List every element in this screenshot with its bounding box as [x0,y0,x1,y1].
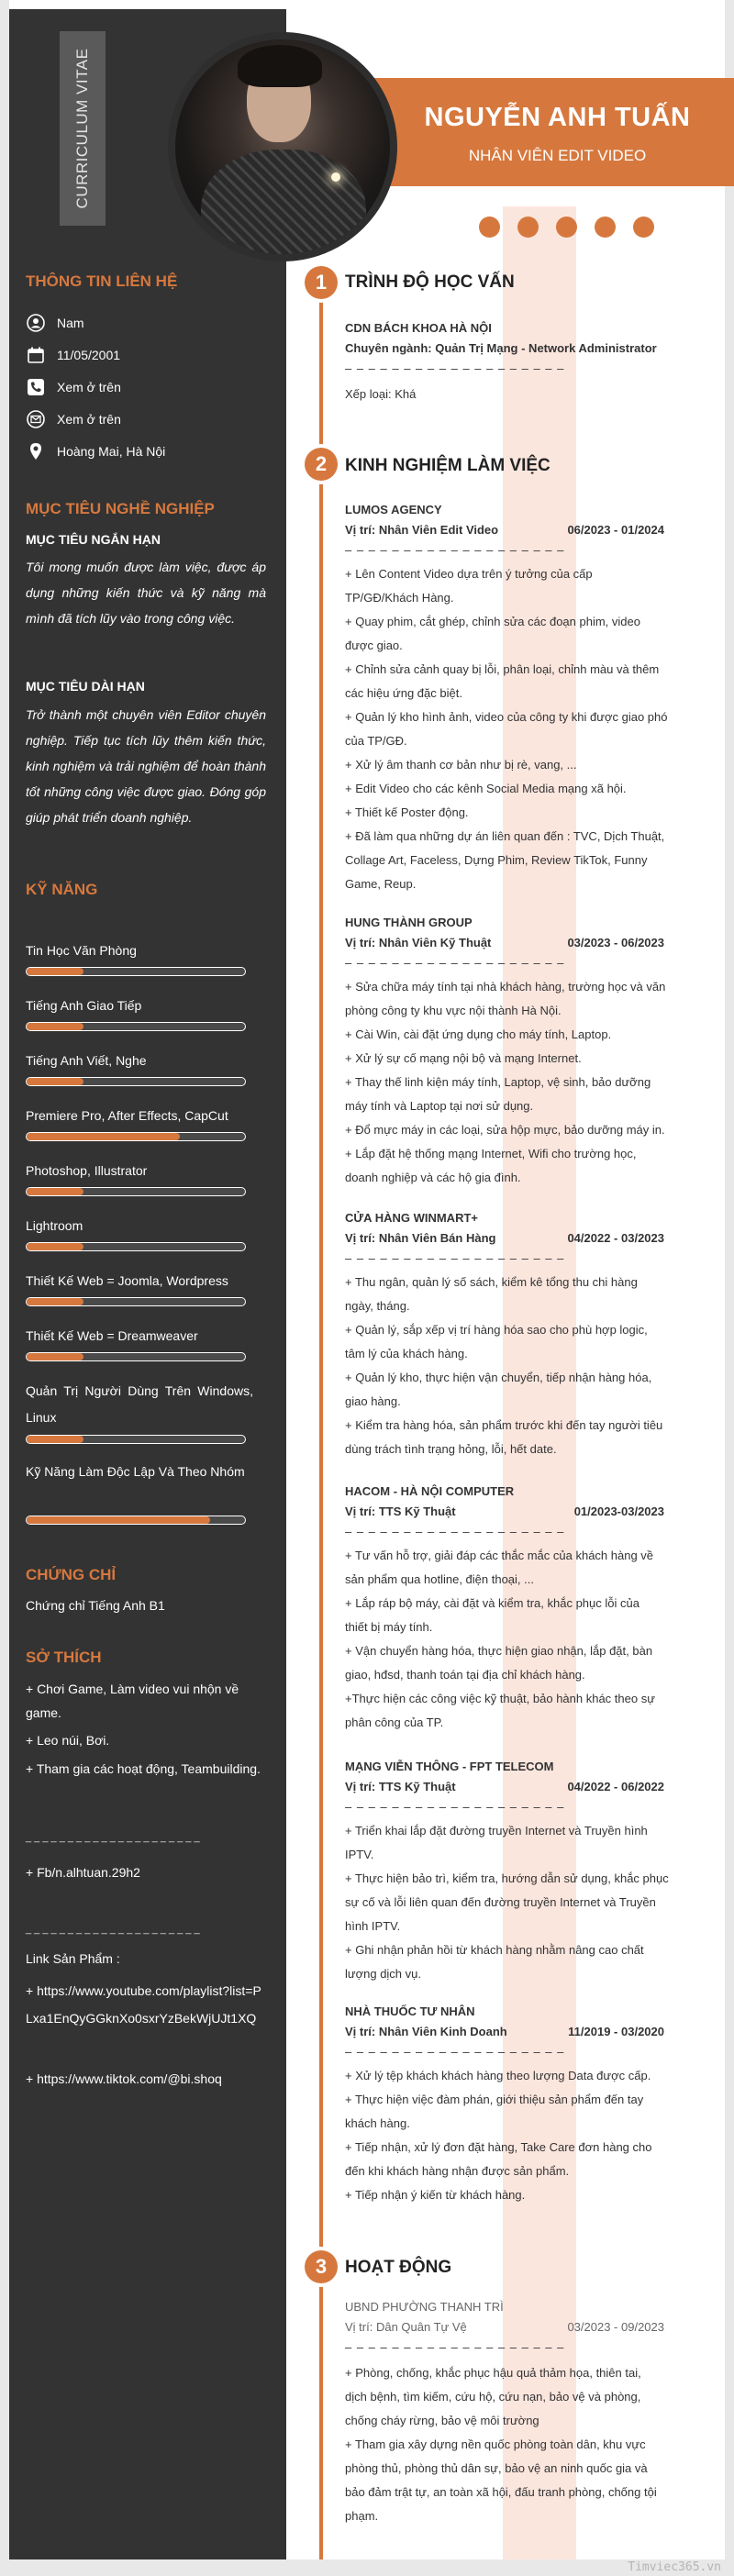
page-frame-left [0,0,9,2576]
certificate-text: Chứng chỉ Tiếng Anh B1 [26,1598,165,1613]
dot [556,217,577,238]
avatar-shirt [201,150,366,261]
job-position: Vị trí: Nhân Viên Edit Video [345,523,499,537]
job-duty-line: giao, hđsd, thanh toán tại địa chỉ khách hàng. [345,1668,585,1682]
job-duty-line: + Kiểm tra hàng hóa, sản phẩm trước khi đến tay người tiêu [345,1418,663,1432]
education-section-title: TRÌNH ĐỘ HỌC VẤN [345,272,515,292]
job-duty-line: khách hàng. [345,2116,410,2130]
skill-bar [26,1435,246,1444]
contact-address-text: Hoàng Mai, Hà Nội [57,444,166,459]
page-frame-right [725,0,734,2576]
avatar-hair [238,45,322,87]
cv-vertical-tag [60,31,106,226]
contact-address [26,440,165,462]
job-company: HUNG THÀNH GROUP [345,916,473,929]
job-duty-line: + Thiết kế Poster động. [345,805,469,819]
job-duty-line: + Xử lý tệp khách khách hàng theo lượng Data được cấp. [345,2069,651,2082]
job-duty-line: dùng trách tình trạng hỏng, lỗi, hết date. [345,1442,557,1456]
sidebar [9,9,286,2559]
certificates-section-title: CHỨNG CHỈ [26,1566,117,1583]
job-duty-line: phòng công ty khu vực nội thành Hà Nội. [345,1004,562,1017]
contact-phone [26,376,121,398]
contact-email-text: Xem ở trên [57,412,121,427]
job-duty-line: + Edit Video cho các kênh Social Media mạng xã hội. [345,782,627,795]
map-pin-icon [26,441,46,461]
job-position: Vị trí: Nhân Viên Bán Hàng [345,1231,496,1245]
contact-birthday [26,344,120,366]
candidate-job-title: NHÂN VIÊN EDIT VIDEO [468,147,647,164]
job-separator: – – – – – – – – – – – – – – – – – – – [345,1525,565,1538]
job-duty-line: Collage Art, Faceless, Dựng Phim, Review TikTok, Funny [345,853,648,867]
job-duty-line: của TP/GĐ. [345,734,407,748]
skill-label: Tiếng Anh Viết, Nghe [26,1053,147,1068]
job-duty-line: máy tính và Laptop tại nơi sử dụng. [345,1099,534,1113]
job-position: Vị trí: Nhân Viên Kỹ Thuật [345,936,492,949]
job-separator: – – – – – – – – – – – – – – – – – – – [345,1800,565,1814]
job-company: CỬA HÀNG WINMART+ [345,1211,478,1225]
job-duty-line: + Tư vấn hỗ trợ, giải đáp các thắc mắc của khách hàng về [345,1549,654,1562]
skill-bar-fill [27,1516,210,1524]
hobbies-section-title: SỞ THÍCH [26,1649,102,1666]
skill-bar [26,1352,246,1361]
contact-email [26,408,121,430]
contact-gender-text: Nam [57,316,84,330]
education-badge: 1 [305,266,338,299]
job-duty-line: + Thay thế linh kiện máy tính, Laptop, vệ sinh, bảo dưỡng [345,1075,651,1089]
job-period: 06/2023 - 01/2024 [567,523,664,537]
skills-section-title: KỸ NĂNG [26,881,98,898]
dot [633,217,654,238]
experience-section-title: KINH NGHIỆM LÀM VIỆC [345,456,550,475]
avatar-photo [168,32,397,261]
job-duty-line: + Chỉnh sửa cảnh quay bị lỗi, phân loại, chỉnh màu và thêm [345,662,660,676]
job-separator: – – – – – – – – – – – – – – – – – – – [345,2045,565,2059]
skill-bar-fill [27,1188,83,1195]
long-goal-text: Trở thành một chuyên viên Editor chuyên nghiệp. Tiếp tục tích lũy thêm kiến thức, kinh nghiệm và trải nghiệm để hoàn thành tốt những công việc được giao. Đóng góp giúp phát triển doanh nghiệp. [26,707,266,825]
dot [595,217,616,238]
skill-bar-fill [27,968,83,975]
job-duty-line: sản phẩm qua hotline, điện thoại, ... [345,1572,534,1586]
job-position-row [345,1505,664,1518]
job-position: Vị trí: Nhân Viên Kinh Doanh [345,2025,507,2038]
activity-duty-line: bảo đảm trật tự, an toàn xã hội, đấu tranh phòng, chống tội [345,2485,657,2499]
job-period: 03/2023 - 06/2023 [567,936,664,949]
youtube-link[interactable]: + https://www.youtube.com/playlist?list=PLxa1EnQyGGknXo0sxrYzBekWjUJt1XQ [26,1983,261,2026]
cv-tag-text: CURRICULUM VITAE [73,48,91,209]
skill-label: Tiếng Anh Giao Tiếp [26,998,142,1013]
education-grade: Xếp loại: Khá [345,387,417,401]
facebook-text: + Fb/n.alhtuan.29h2 [26,1865,140,1880]
phone-icon [26,377,46,397]
avatar-light [331,172,340,182]
job-position-row [345,523,664,537]
job-position-row [345,2025,664,2038]
skill-bar-fill [27,1243,83,1250]
job-duty-line: + Sửa chữa máy tính tại nhà khách hàng, trường học và văn [345,980,666,994]
job-separator: – – – – – – – – – – – – – – – – – – – [345,1251,565,1265]
job-duty-line: + Quản lý, sắp xếp vị trí hàng hóa sao cho phù hợp logic, [345,1323,648,1337]
job-duty-line: + Thu ngân, quản lý số sách, kiểm kê tổng thu chi hàng [345,1275,638,1289]
skill-bar-fill [27,1298,83,1305]
long-goal-title: MỤC TIÊU DÀI HẠN [26,679,145,694]
education-major: Chuyên ngành: Quản Trị Mạng - Network Administrator [345,341,657,355]
goals-section-title: MỤC TIÊU NGHỀ NGHIỆP [26,500,215,517]
job-duty-line: + Xử lý âm thanh cơ bản như bị rè, vang, ... [345,758,577,772]
skill-bar-fill [27,1133,180,1140]
job-duty-line: các hiệu ứng đặc biệt. [345,686,462,700]
job-period: 11/2019 - 03/2020 [568,2025,664,2038]
skill-label: Quản Trị Người Dùng Trên Windows, Linux [26,1383,253,1425]
job-position-row [345,1231,664,1245]
education-separator: – – – – – – – – – – – – – – – – – – – [345,361,565,375]
job-period: 04/2022 - 06/2022 [567,1780,664,1793]
job-duty-line: sự cố và lỗi liên quan đến đường truyền Internet và Truyền [345,1895,656,1909]
skill-bar [26,1297,246,1306]
job-duty-line: + Thực hiện bảo trì, kiểm tra, hướng dẫn sử dụng, khắc phục [345,1871,669,1885]
job-company: NHÀ THUỐC TƯ NHÂN [345,2004,475,2018]
calendar-icon [26,345,46,365]
skill-bar [26,967,246,976]
job-duty-line: + Thực hiện việc đàm phán, giới thiệu sản phẩm đến tay [345,2093,644,2106]
decorative-dots [479,217,654,238]
activities-badge: 3 [305,2250,338,2283]
activity-period: 03/2023 - 09/2023 [567,2320,664,2334]
job-duty-line: + Vận chuyển hàng hóa, thực hiện giao nhận, lắp đặt, bàn [345,1644,653,1658]
job-separator: – – – – – – – – – – – – – – – – – – – [345,956,565,970]
skill-bar-fill [27,1078,83,1085]
job-duty-line: + Lắp ráp bộ máy, cài đặt và kiểm tra, khắc phục lỗi của [345,1596,639,1610]
job-position: Vị trí: TTS Kỹ Thuật [345,1505,456,1518]
tiktok-link[interactable]: + https://www.tiktok.com/@bi.shoq [26,2071,222,2086]
hobby-item: + Tham gia các hoạt động, Teambuilding. [26,1761,261,1776]
skill-bar [26,1187,246,1196]
activities-section-title: HOẠT ĐỘNG [345,2258,452,2277]
user-icon [26,313,46,333]
activity-position: Vị trí: Dân Quân Tự Vệ [345,2320,467,2334]
skill-bar [26,1242,246,1251]
skill-label: Tin Học Văn Phòng [26,943,137,958]
job-duty-line: + Đã làm qua những dự án liên quan đến : TVC, Dịch Thuật, [345,829,665,843]
job-company: MẠNG VIỄN THÔNG - FPT TELECOM [345,1760,554,1773]
job-duty-line: TP/GĐ/Khách Hàng. [345,591,454,605]
job-duty-line: Game, Reup. [345,877,417,891]
education-school: CDN BÁCH KHOA HÀ NỘI [345,321,492,335]
activity-position-row [345,2320,664,2334]
job-duty-line: IPTV. [345,1848,374,1861]
contact-birthday-text: 11/05/2001 [57,348,121,362]
activity-duty-line: phòng thủ, phòng thủ dân sự, bảo vệ an ninh quốc gia và [345,2461,648,2475]
hobby-item: + Leo núi, Bơi. [26,1733,110,1748]
timeline-line [319,275,323,2559]
skill-label: Lightroom [26,1218,83,1233]
contact-gender [26,312,84,334]
activity-duty-line: dịch bệnh, tìm kiếm, cứu hộ, cứu nạn, bảo vệ và phòng, [345,2390,641,2404]
job-duty-line: + Lên Content Video dựa trên ý tưởng của cấp [345,567,593,581]
job-company: HACOM - HÀ NỘI COMPUTER [345,1484,515,1498]
skill-label: Kỹ Năng Làm Độc Lập Và Theo Nhóm [26,1464,245,1479]
skill-label: Premiere Pro, After Effects, CapCut [26,1108,228,1123]
job-duty-line: giao hàng. [345,1394,401,1408]
skill-bar [26,1132,246,1141]
experience-badge: 2 [305,448,338,481]
contact-phone-text: Xem ở trên [57,380,121,394]
job-duty-line: + Quản lý kho hình ảnh, video của công ty khi được giao phó [345,710,668,724]
job-duty-line: + Xử lý sự cố mạng nội bộ và mạng Internet. [345,1051,582,1065]
job-duty-line: + Đổ mực máy in các loại, sửa hộp mực, bảo dưỡng máy in. [345,1123,665,1137]
job-duty-line: được giao. [345,638,403,652]
job-position: Vị trí: TTS Kỹ Thuật [345,1780,456,1793]
activity-duty-line: + Tham gia xây dựng nền quốc phòng toàn dân, khu vực [345,2437,646,2451]
job-duty-line: + Triển khai lắp đặt đường truyền Internet và Truyền hình [345,1824,648,1838]
job-duty-line: doanh nghiệp và các hộ gia đình. [345,1171,521,1184]
job-duty-line: lượng dịch vụ. [345,1967,421,1981]
activity-duty-line: phạm. [345,2509,379,2523]
activity-org: UBND PHƯỜNG THANH TRÌ [345,2300,504,2314]
watermark: Timviec365.vn [628,2560,721,2574]
job-position-row [345,936,664,949]
job-duty-line: + Cài Win, cài đặt ứng dụng cho máy tính, Laptop. [345,1027,612,1041]
skill-label: Photoshop, Illustrator [26,1163,148,1178]
job-duty-line: hình IPTV. [345,1919,401,1933]
job-duty-line: +Thực hiện các công việc kỹ thuật, bảo hành khác theo sự [345,1692,655,1705]
page-frame-bottom [0,2559,734,2576]
job-duty-line: + Ghi nhận phản hồi từ khách hàng nhằm nâng cao chất [345,1943,644,1957]
job-period: 04/2022 - 03/2023 [567,1231,664,1245]
job-duty-line: đến khi khách hàng nhận được sản phẩm. [345,2164,570,2178]
skill-bar-fill [27,1436,83,1443]
skill-bar-fill [27,1353,83,1360]
skill-bar [26,1022,246,1031]
dot [517,217,539,238]
job-duty-line: thiết bị máy tính. [345,1620,433,1634]
activity-duty-line: + Phòng, chống, khắc phục hậu quả thảm họa, thiên tai, [345,2366,641,2380]
links-title: Link Sản Phẩm : [26,1951,120,1966]
job-duty-line: + Tiếp nhận, xử lý đơn đặt hàng, Take Care đơn hàng cho [345,2140,652,2154]
job-duty-line: + Quay phim, cắt ghép, chỉnh sửa các đoạn phim, video [345,615,640,628]
contact-section-title: THÔNG TIN LIÊN HỆ [26,272,178,290]
job-duty-line: ngày, tháng. [345,1299,410,1313]
skill-bar [26,1077,246,1086]
activity-separator: – – – – – – – – – – – – – – – – – – – [345,2340,565,2354]
job-period: 01/2023-03/2023 [573,1505,664,1518]
short-goal-text: Tôi mong muốn được làm việc, được áp dụng những kiến thức và kỹ năng mà mình đã tích lũy vào trong công việc. [26,560,266,626]
short-goal-title: MỤC TIÊU NGẮN HẠN [26,532,161,547]
job-separator: – – – – – – – – – – – – – – – – – – – [345,543,565,557]
dot [479,217,500,238]
hobby-item: + Chơi Game, Làm video vui nhộn về game. [26,1682,239,1720]
job-duty-line: tâm lý của khách hàng. [345,1347,468,1360]
job-duty-line: phân công của TP. [345,1715,444,1729]
job-company: LUMOS AGENCY [345,503,442,516]
skill-bar [26,1516,246,1525]
candidate-name: NGUYỄN ANH TUẤN [424,103,691,132]
job-duty-line: + Tiếp nhận ý kiến từ khách hàng. [345,2188,526,2202]
activity-duty-line: chống cháy rừng, bảo vệ môi trường [345,2414,539,2427]
skill-label: Thiết Kế Web = Joomla, Wordpress [26,1273,228,1288]
job-duty-line: + Quản lý kho, thực hiện vận chuyển, tiếp nhận hàng hóa, [345,1371,652,1384]
hobby-separator: _ _ _ _ _ _ _ _ _ _ _ _ _ _ _ _ _ _ _ _ _ [26,1832,200,1843]
hobby-separator-2: _ _ _ _ _ _ _ _ _ _ _ _ _ _ _ _ _ _ _ _ _ [26,1924,200,1935]
job-duty-line: + Lắp đặt hệ thống mạng Internet, Wifi cho trường học, [345,1147,637,1160]
skill-label: Thiết Kế Web = Dreamweaver [26,1328,198,1343]
job-position-row [345,1780,664,1793]
email-icon [26,409,46,429]
skill-bar-fill [27,1023,83,1030]
